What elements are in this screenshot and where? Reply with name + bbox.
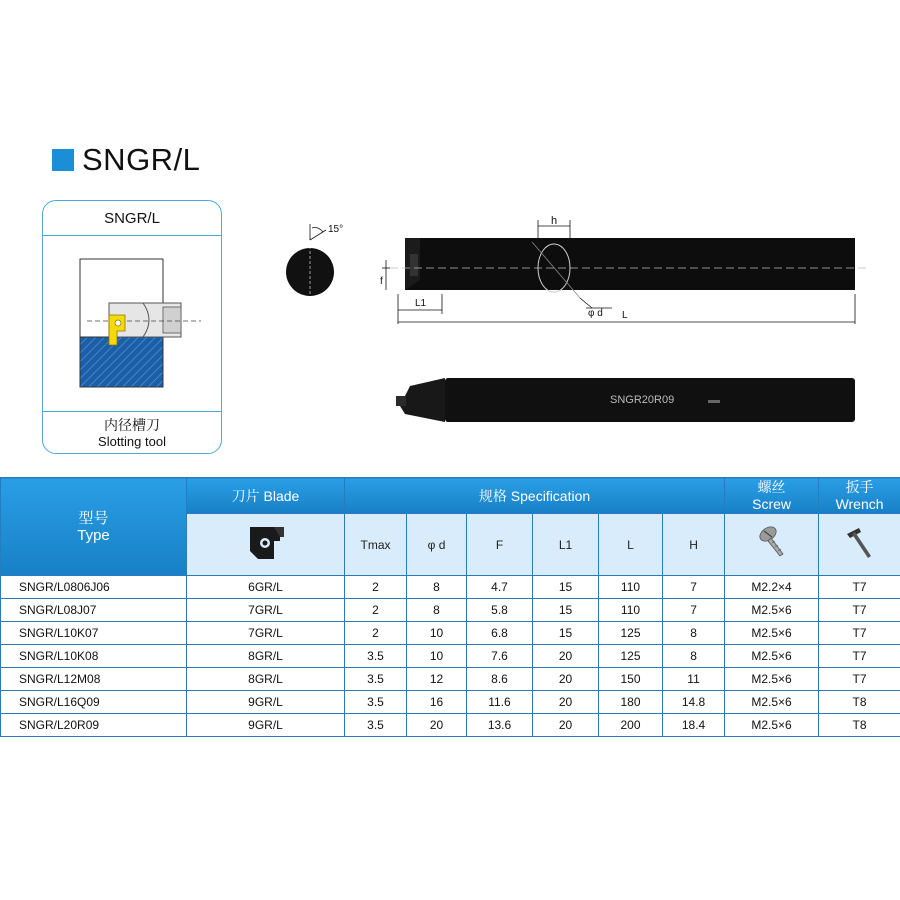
- table-cell: 20: [533, 691, 599, 714]
- table-cell: 110: [599, 599, 663, 622]
- screw-image-cell: [725, 514, 819, 576]
- table-cell: 3.5: [345, 714, 407, 737]
- table-row: [1, 645, 900, 668]
- l1-label: L1: [415, 298, 427, 309]
- spec-col-h: H: [663, 514, 725, 576]
- title-square-icon: [52, 149, 74, 171]
- end-view: [286, 224, 343, 300]
- table-cell: 20: [533, 668, 599, 691]
- blade-insert-icon: [244, 521, 288, 565]
- table-cell: 20: [533, 645, 599, 668]
- f-label: f: [380, 276, 383, 287]
- tool-bar-photo: [396, 378, 855, 422]
- table-cell: 3.5: [345, 645, 407, 668]
- table-cell: 2: [345, 576, 407, 599]
- table-cell: T7: [819, 576, 900, 599]
- table-cell: 8: [407, 599, 467, 622]
- spec-header: 规格 Specification: [345, 478, 725, 514]
- table-row: [1, 668, 900, 691]
- table-cell: 8: [663, 645, 725, 668]
- table-cell: 10: [407, 645, 467, 668]
- table-cell: SNGR/L0806J06: [1, 576, 187, 599]
- side-view: [380, 215, 870, 324]
- table-cell: 125: [599, 645, 663, 668]
- table-cell: 8GR/L: [187, 668, 345, 691]
- table-row: [1, 714, 900, 737]
- table-cell: 13.6: [467, 714, 533, 737]
- table-cell: 4.7: [467, 576, 533, 599]
- illustration-card: [42, 200, 222, 454]
- table-cell: M2.5×6: [725, 668, 819, 691]
- table-cell: 9GR/L: [187, 691, 345, 714]
- table-cell: 7: [663, 576, 725, 599]
- table-cell: T8: [819, 714, 900, 737]
- card-title: SNGR/L: [104, 209, 160, 227]
- table-cell: 10: [407, 622, 467, 645]
- spec-table: [0, 477, 900, 737]
- table-cell: 200: [599, 714, 663, 737]
- card-divider: [43, 411, 221, 412]
- table-header-row: [1, 478, 900, 514]
- angle-label: 15°: [328, 224, 344, 235]
- table-cell: M2.2×4: [725, 576, 819, 599]
- table-row: [1, 599, 900, 622]
- screw-icon: [755, 524, 789, 562]
- table-cell: 8.6: [467, 668, 533, 691]
- page-header: [52, 140, 200, 180]
- table-row: [1, 622, 900, 645]
- table-cell: 110: [599, 576, 663, 599]
- table-cell: 3.5: [345, 691, 407, 714]
- table-cell: 7: [663, 599, 725, 622]
- bar-marking: SNGR20R09: [610, 394, 675, 406]
- wrench-header: 扳手 Wrench: [819, 478, 900, 514]
- wrench-image-cell: [819, 514, 900, 576]
- table-cell: 2: [345, 599, 407, 622]
- table-cell: 14.8: [663, 691, 725, 714]
- table-cell: 8: [407, 576, 467, 599]
- table-cell: M2.5×6: [725, 622, 819, 645]
- table-cell: T8: [819, 691, 900, 714]
- table-cell: 8GR/L: [187, 645, 345, 668]
- table-cell: SNGR/L10K07: [1, 622, 187, 645]
- table-cell: 7GR/L: [187, 599, 345, 622]
- l-label: L: [622, 310, 628, 321]
- table-cell: T7: [819, 599, 900, 622]
- wrench-icon: [841, 524, 879, 562]
- table-cell: 8: [663, 622, 725, 645]
- page-title: SNGR/L: [82, 142, 201, 177]
- table-cell: 11.6: [467, 691, 533, 714]
- table-cell: SNGR/L16Q09: [1, 691, 187, 714]
- table-cell: 16: [407, 691, 467, 714]
- d-label: φ d: [588, 308, 603, 319]
- table-cell: M2.5×6: [725, 691, 819, 714]
- table-cell: SNGR/L08J07: [1, 599, 187, 622]
- spec-col-l: L: [599, 514, 663, 576]
- table-cell: SNGR/L20R09: [1, 714, 187, 737]
- card-divider: [43, 235, 221, 236]
- h-label: h: [551, 215, 558, 227]
- screw-header: 螺丝 Screw: [725, 478, 819, 514]
- table-cell: 3.5: [345, 668, 407, 691]
- table-cell: 18.4: [663, 714, 725, 737]
- table-cell: 15: [533, 576, 599, 599]
- table-cell: 180: [599, 691, 663, 714]
- table-cell: M2.5×6: [725, 714, 819, 737]
- table-cell: SNGR/L12M08: [1, 668, 187, 691]
- type-header: 型号 Type: [1, 478, 187, 576]
- table-cell: 20: [533, 714, 599, 737]
- table-cell: 125: [599, 622, 663, 645]
- table-cell: 15: [533, 599, 599, 622]
- table-row: [1, 576, 900, 599]
- table-cell: T7: [819, 668, 900, 691]
- table-cell: 9GR/L: [187, 714, 345, 737]
- tool-technical-drawing: [270, 210, 870, 440]
- table-cell: 6GR/L: [187, 576, 345, 599]
- table-cell: 15: [533, 622, 599, 645]
- table-cell: T7: [819, 645, 900, 668]
- spec-col-l1: L1: [533, 514, 599, 576]
- spec-col-tmax: Tmax: [345, 514, 407, 576]
- caption-english: Slotting tool: [98, 434, 166, 449]
- blade-header: 刀片 Blade: [187, 478, 345, 514]
- table-cell: 5.8: [467, 599, 533, 622]
- table-cell: 20: [407, 714, 467, 737]
- table-cell: 7GR/L: [187, 622, 345, 645]
- table-cell: 6.8: [467, 622, 533, 645]
- table-cell: 11: [663, 668, 725, 691]
- table-cell: 150: [599, 668, 663, 691]
- table-cell: M2.5×6: [725, 645, 819, 668]
- caption-chinese: 内径槽刀: [104, 417, 160, 433]
- table-cell: T7: [819, 622, 900, 645]
- table-cell: M2.5×6: [725, 599, 819, 622]
- slotting-tool-illustration: [43, 237, 221, 412]
- table-cell: SNGR/L10K08: [1, 645, 187, 668]
- table-cell: 2: [345, 622, 407, 645]
- blade-image-cell: [187, 514, 345, 576]
- spec-col-f: F: [467, 514, 533, 576]
- spec-col-d: φ d: [407, 514, 467, 576]
- table-cell: 12: [407, 668, 467, 691]
- table-cell: 7.6: [467, 645, 533, 668]
- table-row: [1, 691, 900, 714]
